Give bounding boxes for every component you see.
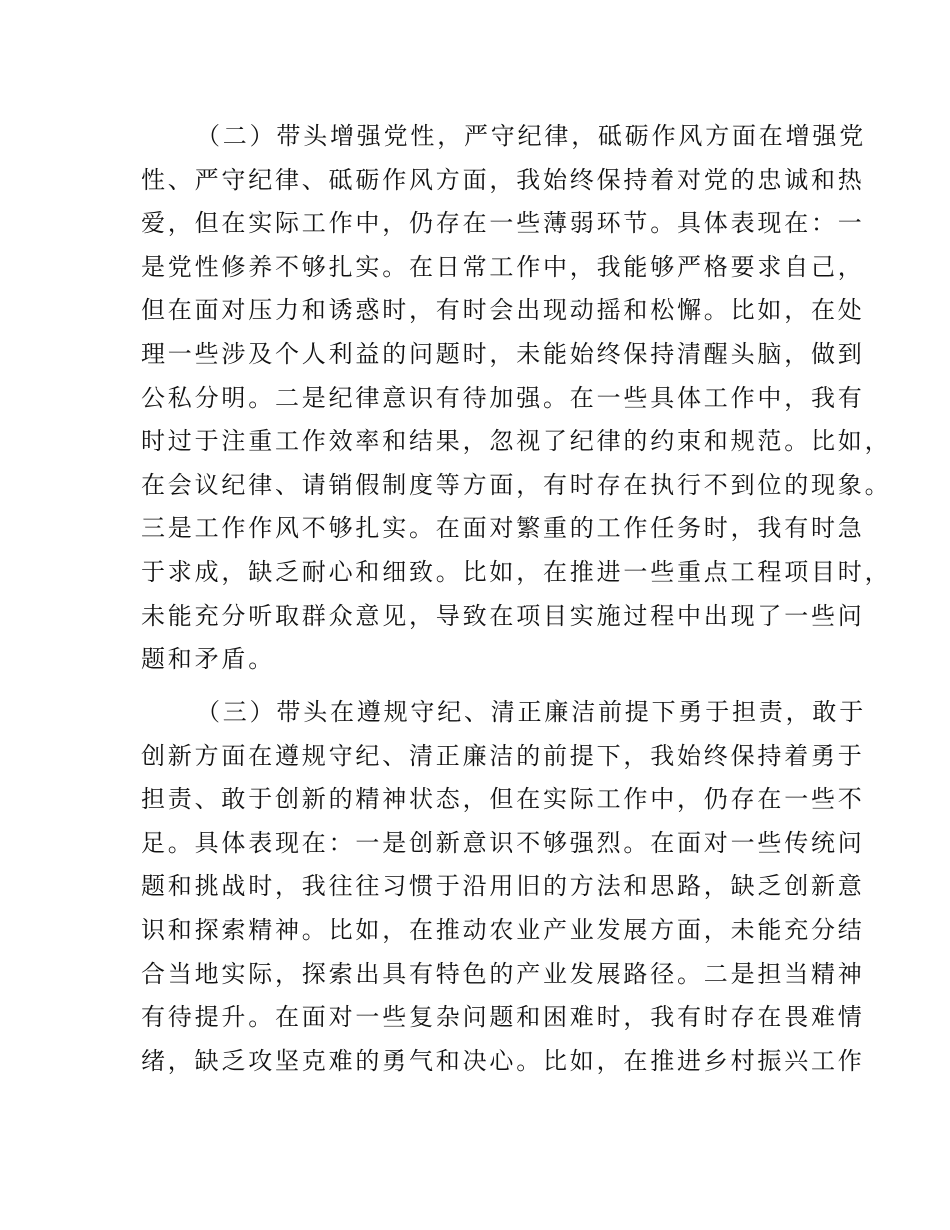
paragraph-line: 创新方面在遵规守纪、清正廉洁的前提下，我始终保持着勇于 <box>141 741 865 770</box>
paragraph-line: 三是工作作风不够扎实。在面对繁重的工作任务时，我有时急 <box>141 514 865 543</box>
paragraph-line: 合当地实际，探索出具有特色的产业发展路径。二是担当精神 <box>141 959 865 988</box>
paragraph-line: 爱，但在实际工作中，仍存在一些薄弱环节。具体表现在：一 <box>141 209 865 238</box>
paragraph-line: 但在面对压力和诱惑时，有时会出现动摇和松懈。比如，在处 <box>141 296 865 325</box>
paragraph-line: 题和挑战时，我往往习惯于沿用旧的方法和思路，缺乏创新意 <box>141 872 865 901</box>
paragraph-section-2 <box>141 115 892 682</box>
paragraph-line: 担责、敢于创新的精神状态，但在实际工作中，仍存在一些不 <box>141 785 865 814</box>
paragraph-line: 未能充分听取群众意见，导致在项目实施过程中出现了一些问 <box>141 601 865 630</box>
paragraph-line: 在会议纪律、请销假制度等方面，有时存在执行不到位的现象。 <box>141 470 892 499</box>
paragraph-line: （二）带头增强党性，严守纪律，砥砺作风方面在增强党 <box>196 122 866 150</box>
paragraph-section-3 <box>141 691 866 1083</box>
paragraph-line: 时过于注重工作效率和结果，忽视了纪律的约束和规范。比如， <box>141 427 892 456</box>
paragraph-line: 绪，缺乏攻坚克难的勇气和决心。比如，在推进乡村振兴工作 <box>141 1046 865 1075</box>
paragraph-line: 于求成，缺乏耐心和细致。比如，在推进一些重点工程项目时， <box>141 557 892 586</box>
paragraph-line: 是党性修养不够扎实。在日常工作中，我能够严格要求自己， <box>141 252 865 281</box>
paragraph-line: 性、严守纪律、砥砺作风方面，我始终保持着对党的忠诚和热 <box>141 165 865 194</box>
paragraph-line: （三）带头在遵规守纪、清正廉洁前提下勇于担责，敢于 <box>196 698 866 726</box>
paragraph-line: 公私分明。二是纪律意识有待加强。在一些具体工作中，我有 <box>141 383 865 412</box>
paragraph-line: 足。具体表现在：一是创新意识不够强烈。在面对一些传统问 <box>141 828 865 857</box>
paragraph-line: 理一些涉及个人利益的问题时，未能始终保持清醒头脑，做到 <box>141 339 865 368</box>
paragraph-line: 有待提升。在面对一些复杂问题和困难时，我有时存在畏难情 <box>141 1003 865 1032</box>
paragraph-line: 识和探索精神。比如，在推动农业产业发展方面，未能充分结 <box>141 915 865 944</box>
paragraph-line: 题和矛盾。 <box>141 645 275 674</box>
